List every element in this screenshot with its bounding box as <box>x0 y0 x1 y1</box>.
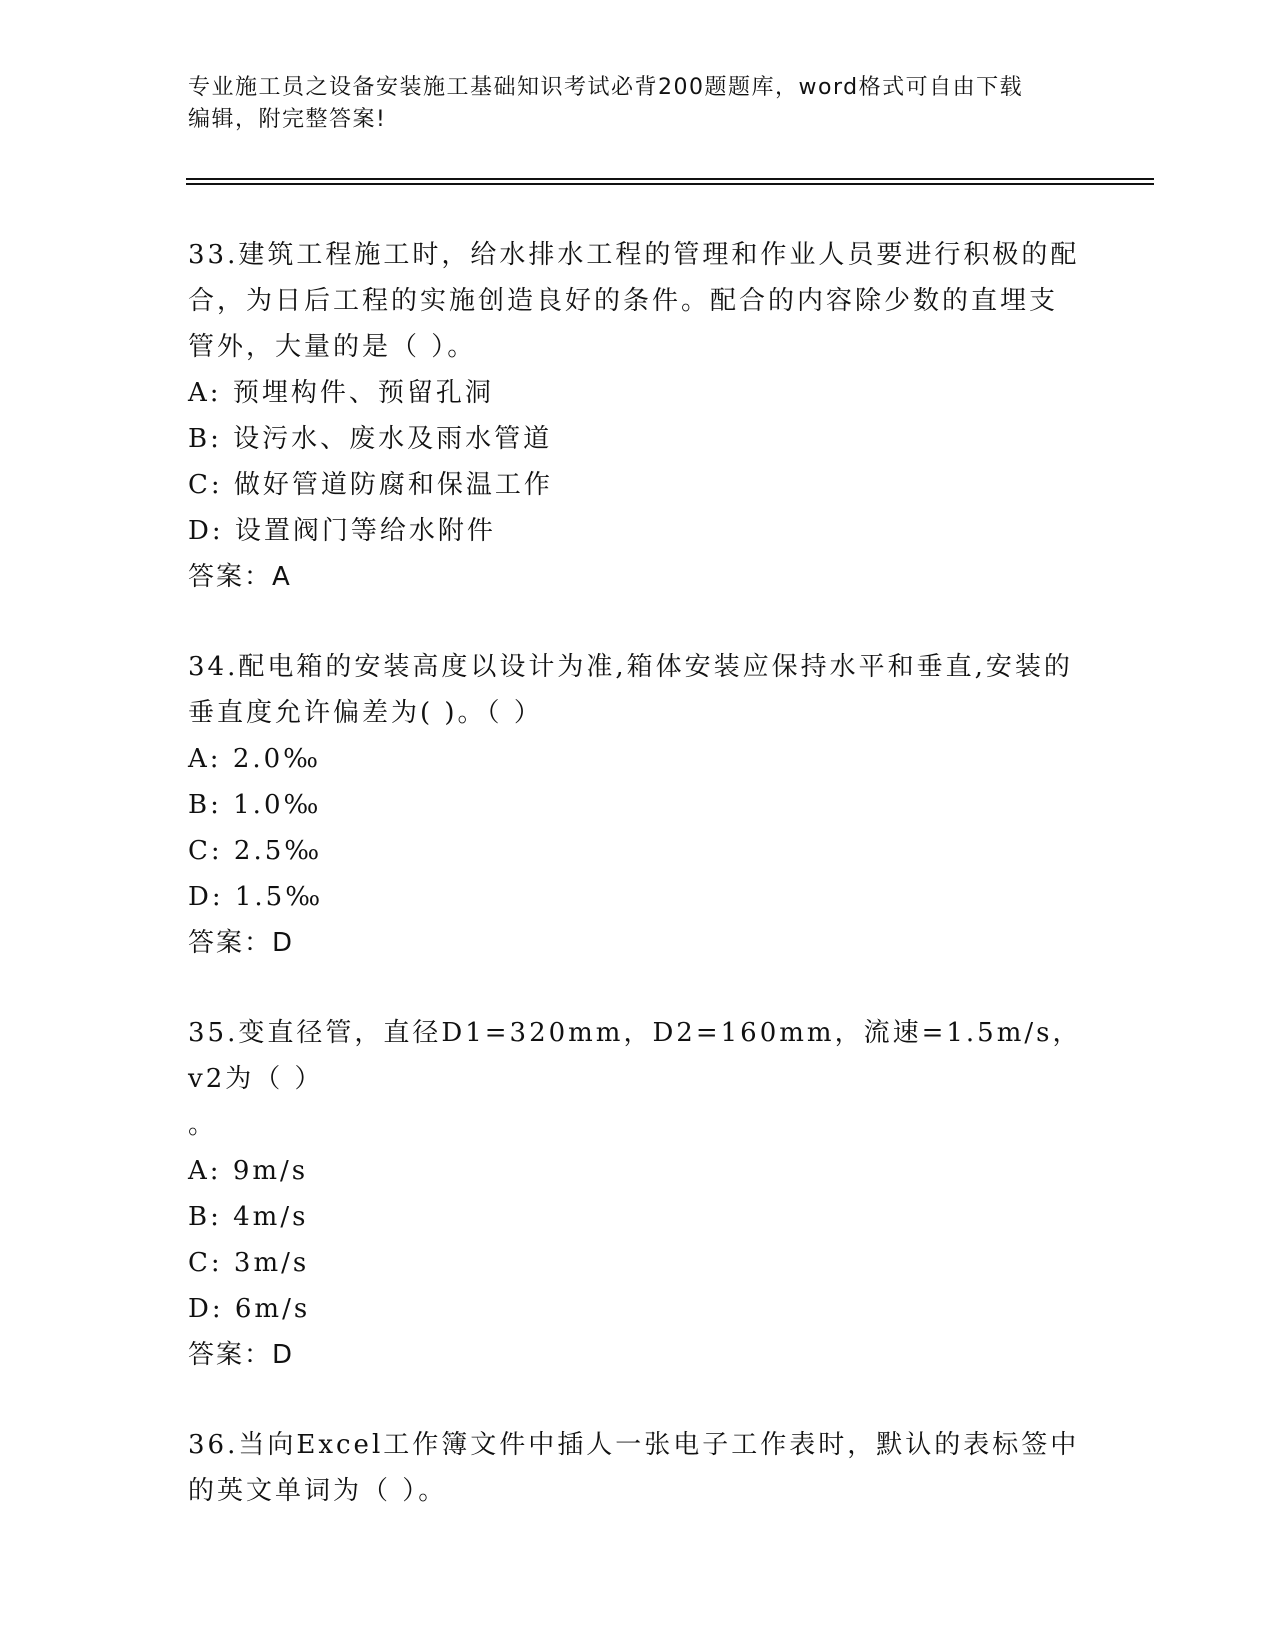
option-text: 预埋构件、预留孔洞 <box>232 378 494 408</box>
option-text: 6m/s <box>234 1294 311 1324</box>
answer: 答案：A <box>188 562 292 592</box>
question-35 <box>188 1010 1088 1378</box>
document-header <box>188 72 1088 136</box>
question-text-line: 垂直度允许偏差为( )。（ ） <box>188 698 543 728</box>
question-text-line: 管外，大量的是（ ）。 <box>188 332 477 362</box>
question-34 <box>188 644 1088 966</box>
option-key: A: <box>188 1156 222 1186</box>
option-text: 设置阀门等给水附件 <box>234 516 496 546</box>
option-c <box>188 828 1088 874</box>
option-text: 1.5‰ <box>234 882 324 912</box>
option-d <box>188 1286 1088 1332</box>
option-b <box>188 782 1088 828</box>
header-rule-top <box>186 178 1154 180</box>
option-key: B: <box>188 424 222 454</box>
answer: 答案：D <box>188 1340 295 1370</box>
header-line-2: 编辑，附完整答案! <box>188 107 387 132</box>
option-text: 2.0‰ <box>232 744 322 774</box>
option-text: 设污水、废水及雨水管道 <box>233 424 553 454</box>
question-36 <box>188 1422 1088 1514</box>
option-key: B: <box>188 1202 222 1232</box>
option-text: 做好管道防腐和保温工作 <box>233 470 553 500</box>
option-text: 2.5‰ <box>233 836 323 866</box>
header-line-1: 专业施工员之设备安装施工基础知识考试必背200题题库，word格式可自由下载 <box>188 75 1024 100</box>
option-c <box>188 1240 1088 1286</box>
question-text-line: 的英文单词为（ ）。 <box>188 1476 448 1506</box>
option-key: D: <box>188 882 224 912</box>
question-33 <box>188 232 1088 600</box>
option-a <box>188 736 1088 782</box>
answer: 答案：D <box>188 928 295 958</box>
question-text-line: 。 <box>188 1110 218 1140</box>
option-key: D: <box>188 1294 224 1324</box>
option-b <box>188 416 1088 462</box>
option-key: C: <box>188 836 223 866</box>
header-rule-bottom <box>186 183 1154 185</box>
option-key: D: <box>188 516 224 546</box>
option-a <box>188 370 1088 416</box>
option-d <box>188 508 1088 554</box>
option-text: 3m/s <box>233 1248 310 1278</box>
option-d <box>188 874 1088 920</box>
question-text-line: 合，为日后工程的实施创造良好的条件。配合的内容除少数的直埋支 <box>188 286 1059 316</box>
option-text: 1.0‰ <box>233 790 322 820</box>
option-key: A: <box>188 744 222 774</box>
question-list <box>188 232 1088 1558</box>
option-text: 9m/s <box>232 1156 309 1186</box>
option-c <box>188 462 1088 508</box>
option-key: B: <box>188 790 222 820</box>
option-a <box>188 1148 1088 1194</box>
question-text-line: 36.当向Excel工作簿文件中插人一张电子工作表时，默认的表标签中 <box>188 1430 1080 1460</box>
question-text-line: 33.建筑工程施工时，给水排水工程的管理和作业人员要进行积极的配 <box>188 240 1080 270</box>
option-key: C: <box>188 470 223 500</box>
option-key: A: <box>188 378 222 408</box>
option-key: C: <box>188 1248 223 1278</box>
question-text-line: 34.配电箱的安装高度以设计为准,箱体安装应保持水平和垂直,安装的 <box>188 652 1073 682</box>
question-text-line: 35.变直径管，直径D1=320mm，D2=160mm，流速=1.5m/s，v2为（ ） <box>188 1018 1082 1094</box>
option-text: 4m/s <box>233 1202 309 1232</box>
option-b <box>188 1194 1088 1240</box>
